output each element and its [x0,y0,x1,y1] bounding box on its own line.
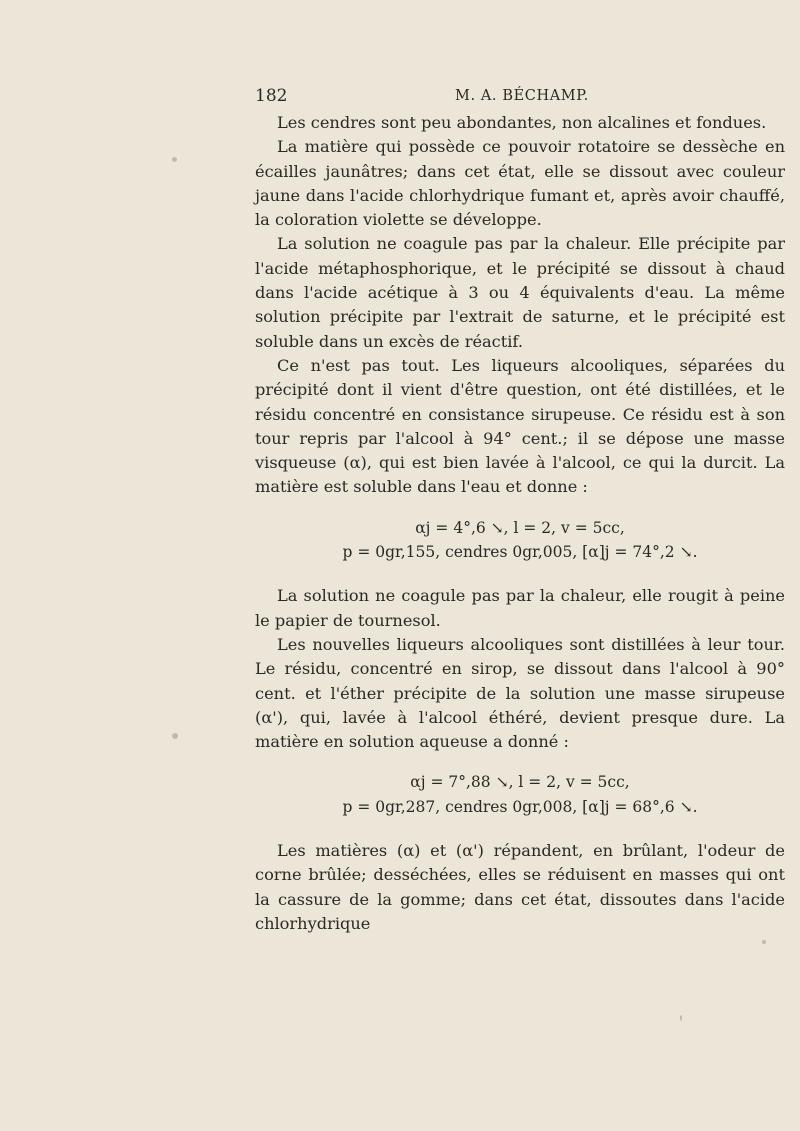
formula-line: p = 0gr,155, cendres 0gr,005, [α]j = 74°,2 ↘. [342,543,698,562]
body-text [255,111,785,936]
paper-stain [172,733,178,739]
formula-block [255,770,785,819]
paragraph: La solution ne coagule pas par la chaleur. Elle précipite par l'acide métaphosphorique, et le précipité se dissout à chaud dans l'acide acétique à 3 ou 4 équivalents d'eau. La même solution précipite par l'extrait de saturne, et le précipité est soluble dans un excès de réactif. [255,234,785,351]
formula-line: αj = 4°,6 ↘, l = 2, v = 5cc, [415,518,625,537]
paragraph: Les matières (α) et (α') répandent, en brûlant, l'odeur de corne brûlée; desséchées, elles se réduisent en masses qui ont la cassure de la gomme; dans cet état, dissoutes dans l'acide chlorhydrique [255,841,785,933]
formula-block [255,516,785,565]
paper-stain [172,157,177,162]
formula-line: αj = 7°,88 ↘, l = 2, v = 5cc, [410,773,630,792]
running-head: M. A. BÉCHAMP. [455,88,589,104]
paper-stain [762,940,766,944]
paragraph: Les nouvelles liqueurs alcooliques sont distillées à leur tour. Le résidu, concentré en sirop, se dissout dans l'alcool à 90° cent. et l'éther précipite de la solution une masse sirupeuse (α'), qui, lavée à l'alcool éthéré, devient presque dure. La matière en solution aqueuse a donné : [255,634,785,752]
paragraph: Les cendres sont peu abondantes, non alcalines et fondues. [277,113,767,132]
page-number: 182 [255,86,288,106]
page-header [255,86,785,108]
formula-line: p = 0gr,287, cendres 0gr,008, [α]j = 68°,6 ↘. [342,797,698,816]
paper-stain [680,1015,682,1021]
paragraph: La solution ne coagule pas par la chaleur, elle rougit à peine le papier de tournesol. [255,586,785,630]
paragraph: Ce n'est pas tout. Les liqueurs alcooliques, séparées du précipité dont il vient d'être question, ont été distillées, et le résidu concentré en consistance sirupeuse. Ce résidu est à son tour repris par l'alcool à 94° cent.; il se dépose une masse visqueuse (α), qui est bien lavée à l'alcool, ce qui la durcit. La matière est soluble dans l'eau et donne : [255,355,785,497]
paragraph: La matière qui possède ce pouvoir rotatoire se dessèche en écailles jaunâtres; dans cet état, elle se dissout avec couleur jaune dans l'acide chlorhydrique fumant et, après avoir chauffé, la coloration violette se développe. [255,137,785,230]
